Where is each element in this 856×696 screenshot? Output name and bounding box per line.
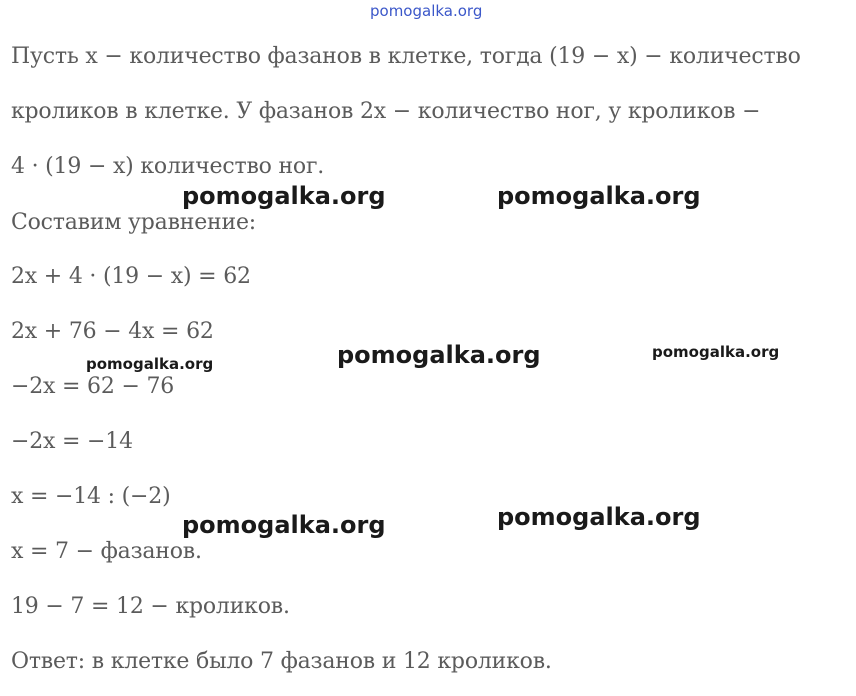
watermark-5: pomogalka.org — [652, 343, 780, 361]
watermark-7: pomogalka.org — [497, 503, 701, 531]
watermark-3: pomogalka.org — [86, 355, 214, 373]
watermark-4: pomogalka.org — [337, 341, 541, 369]
watermark-top: pomogalka.org — [370, 2, 483, 20]
solution-line-1: Пусть x − количество фазанов в клетке, тогда (19 − x) − количество — [11, 44, 801, 69]
answer-line: Ответ: в клетке было 7 фазанов и 12 кроликов. — [11, 649, 552, 674]
watermark-1: pomogalka.org — [182, 182, 386, 210]
equation-line-4: −2x = −14 — [11, 429, 133, 454]
equation-line-2: 2x + 76 − 4x = 62 — [11, 319, 214, 344]
equation-line-1: 2x + 4 · (19 − x) = 62 — [11, 264, 251, 289]
equation-line-5: x = −14 : (−2) — [11, 484, 171, 509]
solution-line-3: 4 · (19 − x) количество ног. — [11, 154, 325, 179]
solution-line-4: Составим уравнение: — [11, 210, 257, 235]
equation-line-3: −2x = 62 − 76 — [11, 374, 175, 399]
result-line-2: 19 − 7 = 12 − кроликов. — [11, 594, 290, 619]
result-line-1: x = 7 − фазанов. — [11, 539, 202, 564]
solution-line-2: кроликов в клетке. У фазанов 2x − количество ног, у кроликов − — [11, 99, 761, 124]
watermark-6: pomogalka.org — [182, 511, 386, 539]
watermark-2: pomogalka.org — [497, 182, 701, 210]
